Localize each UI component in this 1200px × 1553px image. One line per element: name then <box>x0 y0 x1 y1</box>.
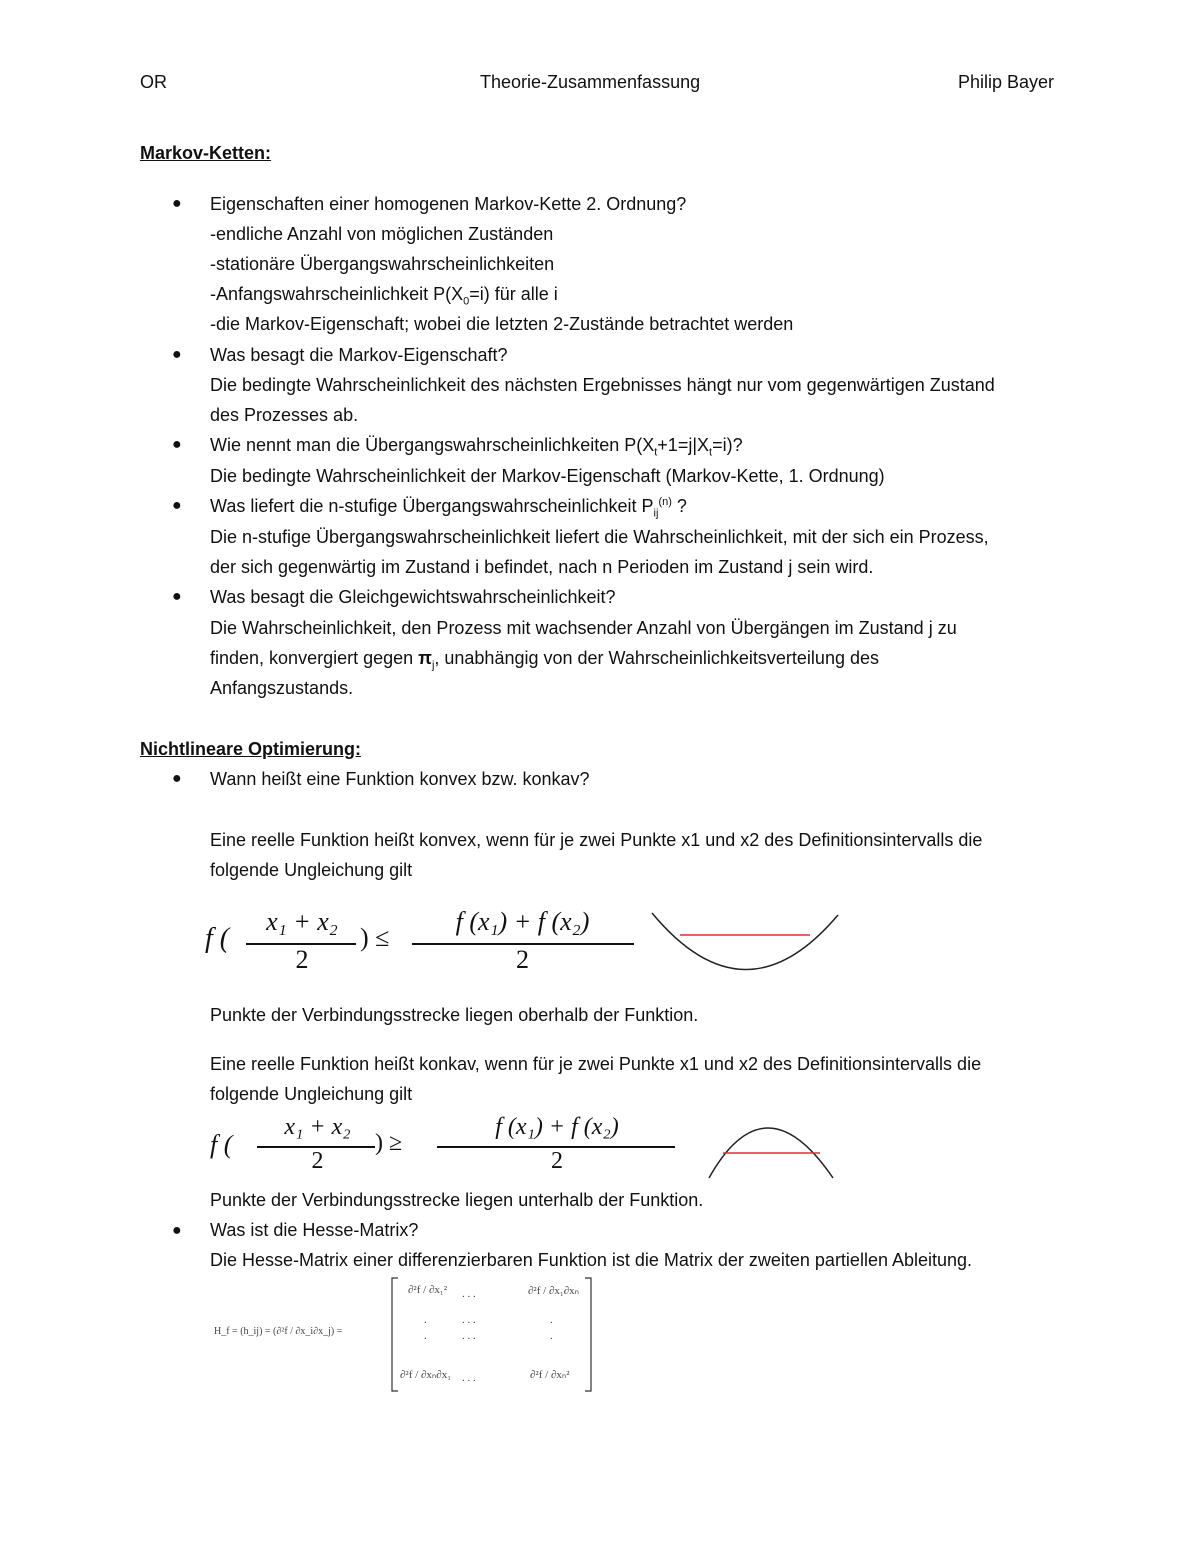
bullet-icon: ● <box>172 497 182 514</box>
formula-f-open: f ( <box>205 923 230 954</box>
konkav-formula <box>205 1112 685 1182</box>
formula-denominator: 2 <box>551 1148 563 1174</box>
question-1: Eigenschaften einer homogenen Markov-Kette 2. Ordnung? <box>210 194 687 214</box>
answer-3: Die bedingte Wahrscheinlichkeit der Markov-Eigenschaft (Markov-Kette, 1. Ordnung) <box>210 466 885 486</box>
question-3: Wie nennt man die Übergangswahrscheinlichkeiten $P(X_t+1=j|X_t=i)$? <box>210 435 743 459</box>
answer-1-line-3: -Anfangswahrscheinlichkeit $P(X_0=i)$ für alle i <box>210 284 558 308</box>
hesse-entry-nn: ∂²f / ∂xₙ² <box>530 1369 570 1381</box>
section-title-markov: Markov-Ketten: <box>140 143 272 163</box>
konkav-line-2: folgende Ungleichung gilt <box>210 1084 413 1104</box>
convex-curve-graph <box>650 905 850 985</box>
question-5: Was besagt die Gleichgewichtswahrscheinlichkeit? <box>210 587 616 607</box>
konvex-line-1: Eine reelle Funktion heißt konvex, wenn für je zwei Punkte x1 und x2 des Definitionsintervalls die <box>210 830 983 850</box>
answer-4-line-1: Die n-stufige Übergangswahrscheinlichkeit liefert die Wahrscheinlichkeit, mit der sich ein Prozess, <box>210 527 989 547</box>
question-hesse: Was ist die Hesse-Matrix? <box>210 1220 419 1240</box>
question-konvex: Wann heißt eine Funktion konvex bzw. konkav? <box>210 769 590 789</box>
answer-1-line-4: -die Markov-Eigenschaft; wobei die letzten 2-Zustände betrachtet werden <box>210 314 794 334</box>
formula-denominator: 2 <box>516 945 529 974</box>
hesse-entry-n1: ∂²f / ∂xₙ∂x₁ <box>400 1369 452 1381</box>
bullet-icon: ● <box>172 195 182 212</box>
hesse-dots: . . . <box>462 1330 476 1342</box>
formula-greater-equal: ) ≥ <box>375 1130 403 1156</box>
konkav-note: Punkte der Verbindungsstrecke liegen unterhalb der Funktion. <box>210 1190 704 1210</box>
convex-curve <box>652 913 838 970</box>
hesse-vdot: . <box>424 1314 427 1326</box>
hesse-vdot: . <box>550 1314 553 1326</box>
question-2: Was besagt die Markov-Eigenschaft? <box>210 345 508 365</box>
hesse-entry-1n: ∂²f / ∂x₁∂xₙ <box>528 1285 580 1297</box>
konvex-note: Punkte der Verbindungsstrecke liegen oberhalb der Funktion. <box>210 1005 699 1025</box>
formula-f-open: f ( <box>210 1130 233 1159</box>
hesse-vdot: . <box>424 1330 427 1342</box>
section-title-nlo: Nichtlineare Optimierung: <box>140 739 362 759</box>
answer-4-line-2: der sich gegenwärtig im Zustand i befindet, nach n Perioden im Zustand j sein wird. <box>210 557 874 577</box>
formula-less-equal: ) ≤ <box>360 923 390 952</box>
formula-numerator-left: x₁ + x₂ <box>284 1114 351 1140</box>
konvex-line-2: folgende Ungleichung gilt <box>210 860 413 880</box>
concave-curve-graph <box>705 1108 845 1183</box>
formula-numerator-right: f (x₁) + f (x₂) <box>455 907 590 936</box>
header-title: Theorie-Zusammenfassung <box>480 72 701 92</box>
formula-numerator-right: f (x₁) + f (x₂) <box>495 1114 619 1140</box>
answer-1-line-2: -stationäre Übergangswahrscheinlichkeiten <box>210 254 555 274</box>
hesse-dots: . . . <box>462 1372 476 1384</box>
answer-2-line-2: des Prozesses ab. <box>210 405 359 425</box>
konvex-formula <box>200 905 640 985</box>
answer-2-line-1: Die bedingte Wahrscheinlichkeit des nächsten Ergebnisses hängt nur vom gegenwärtigen Zustand <box>210 375 995 395</box>
question-4: Was liefert die n-stufige Übergangswahrscheinlichkeit $P_{ij}^{(n)}$ ? <box>210 496 687 520</box>
header-author: Philip Bayer <box>958 72 1055 92</box>
answer-hesse: Die Hesse-Matrix einer differenzierbaren Funktion ist die Matrix der zweiten partiellen Ableitung. <box>210 1250 973 1270</box>
hesse-matrix-formula <box>212 1276 602 1394</box>
answer-5-line-3: Anfangszustands. <box>210 678 354 698</box>
answer-1-line-1: -endliche Anzahl von möglichen Zuständen <box>210 224 554 244</box>
bullet-icon: ● <box>172 346 182 363</box>
konkav-line-1: Eine reelle Funktion heißt konkav, wenn für je zwei Punkte x1 und x2 des Definitionsintervalls die <box>210 1054 982 1074</box>
hesse-dots: . . . <box>462 1288 476 1300</box>
bullet-icon: ● <box>172 770 182 787</box>
hesse-entry-11: ∂²f / ∂x₁² <box>408 1284 448 1296</box>
bullet-icon: ● <box>172 588 182 605</box>
formula-denominator: 2 <box>311 1148 324 1174</box>
answer-5-line-2: finden, konvergiert gegen $\pi_j$, unabhängig von der Wahrscheinlichkeitsverteilung des <box>210 648 879 672</box>
formula-denominator: 2 <box>295 945 309 974</box>
formula-numerator-left: x₁ + x₂ <box>266 907 338 936</box>
header-left: OR <box>140 72 167 92</box>
answer-5-line-1: Die Wahrscheinlichkeit, den Prozess mit wachsender Anzahl von Übergängen im Zustand j zu <box>210 618 957 638</box>
bullet-icon: ● <box>172 1222 182 1239</box>
hesse-dots: . . . <box>462 1314 476 1326</box>
hesse-vdot: . <box>550 1330 553 1342</box>
bullet-icon: ● <box>172 436 182 453</box>
hesse-lhs: H_f = (h_ij) = (∂²f / ∂x_i∂x_j) = <box>214 1326 343 1337</box>
